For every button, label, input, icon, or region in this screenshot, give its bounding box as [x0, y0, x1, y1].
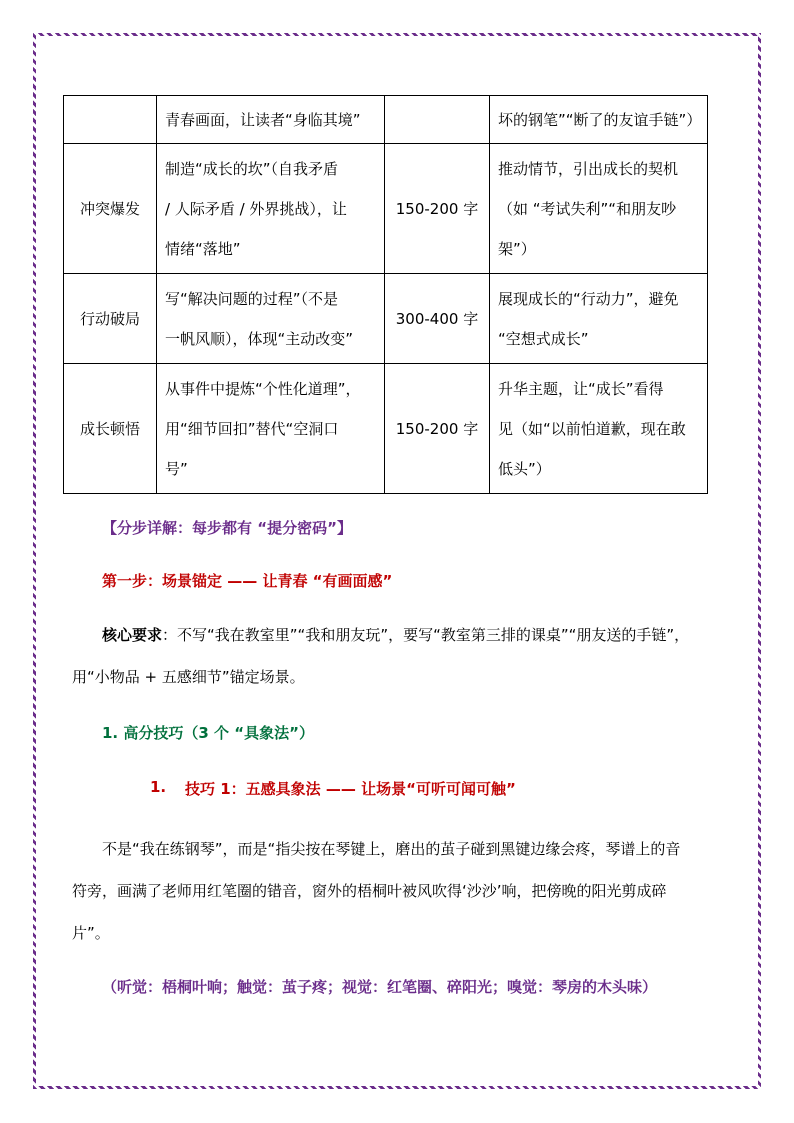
effect-cell	[490, 144, 708, 274]
effect-cell	[490, 274, 708, 364]
effect-cell-line: 坏的钢笔”“断了的友谊手链”）	[498, 110, 702, 129]
tips-title: 1. 高分技巧（3 个 “具象法”）	[102, 724, 314, 742]
method-cell	[157, 364, 385, 494]
effect-cell	[490, 364, 708, 494]
method-cell	[157, 144, 385, 274]
stage-cell: 成长顿悟	[64, 364, 157, 494]
effect-cell-line: 见（如“以前怕道歉，现在敢	[498, 419, 686, 438]
method-cell-line: 号”	[165, 459, 188, 478]
method-cell	[157, 274, 385, 364]
effect-cell-line: 低头”）	[498, 459, 551, 478]
example-line3: 片”。	[72, 924, 110, 942]
core-label: 核心要求	[102, 626, 163, 644]
method-cell-line: 用“细节回扣”替代“空洞口	[165, 419, 339, 438]
word-count-cell: 150-200 字	[385, 144, 490, 274]
method-cell-line: 情绪“落地”	[165, 239, 241, 258]
table-row	[64, 96, 708, 144]
method-cell-line: / 人际矛盾 / 外界挑战），让	[165, 199, 347, 218]
tip1-number: 1.	[150, 778, 167, 796]
core-text: ：不写“我在教室里”“我和朋友玩”，要写“教室第三排的课桌”“朋友送的手链”，	[162, 626, 690, 644]
step1-title: 第一步：场景锚定 —— 让青春 “有画面感”	[102, 572, 393, 590]
word-count-cell	[385, 96, 490, 144]
word-count-cell: 150-200 字	[385, 364, 490, 494]
stage-cell	[64, 96, 157, 144]
stage-cell: 冲突爆发	[64, 144, 157, 274]
table-row	[64, 364, 708, 494]
method-cell-line: 制造“成长的坎”（自我矛盾	[165, 159, 339, 178]
effect-cell-line: （如 “考试失利”“和朋友吵	[498, 199, 677, 218]
core-requirement-line2: 用“小物品 + 五感细节”锚定场景。	[72, 668, 305, 686]
method-cell-line: 从事件中提炼“个性化道理”，	[165, 379, 361, 398]
writing-structure-table	[63, 95, 708, 494]
effect-cell	[490, 96, 708, 144]
method-cell-line: 一帆风顺），体现“主动改变”	[165, 329, 354, 348]
effect-cell-line: 展现成长的“行动力”，避免	[498, 289, 679, 308]
tip1-title: 技巧 1：五感具象法 —— 让场景“可听可闻可触”	[185, 780, 516, 798]
effect-cell-line: 架”）	[498, 239, 536, 258]
method-cell-line: 写“解决问题的过程”（不是	[165, 289, 339, 308]
example-line1: 不是“我在练钢琴”，而是“指尖按在琴键上，磨出的茧子碰到黑键边缘会疼，琴谱上的音	[102, 840, 681, 858]
section-title: 【分步详解：每步都有 “提分密码”】	[102, 519, 352, 537]
effect-cell-line: 升华主题，让“成长”看得	[498, 379, 664, 398]
stage-cell: 行动破局	[64, 274, 157, 364]
table-row	[64, 144, 708, 274]
core-requirement-line1	[102, 616, 689, 654]
method-cell	[157, 96, 385, 144]
table-row	[64, 274, 708, 364]
method-cell-line: 青春画面，让读者“身临其境”	[165, 110, 361, 129]
senses-note: （听觉：梧桐叶响；触觉：茧子疼；视觉：红笔圈、碎阳光；嗅觉：琴房的木头味）	[102, 978, 658, 996]
effect-cell-line: “空想式成长”	[498, 329, 589, 348]
word-count-cell: 300-400 字	[385, 274, 490, 364]
effect-cell-line: 推动情节，引出成长的契机	[498, 159, 679, 178]
example-line2: 符旁，画满了老师用红笔圈的错音，窗外的梧桐叶被风吹得‘沙沙’响，把傍晚的阳光剪成碎	[72, 882, 667, 900]
